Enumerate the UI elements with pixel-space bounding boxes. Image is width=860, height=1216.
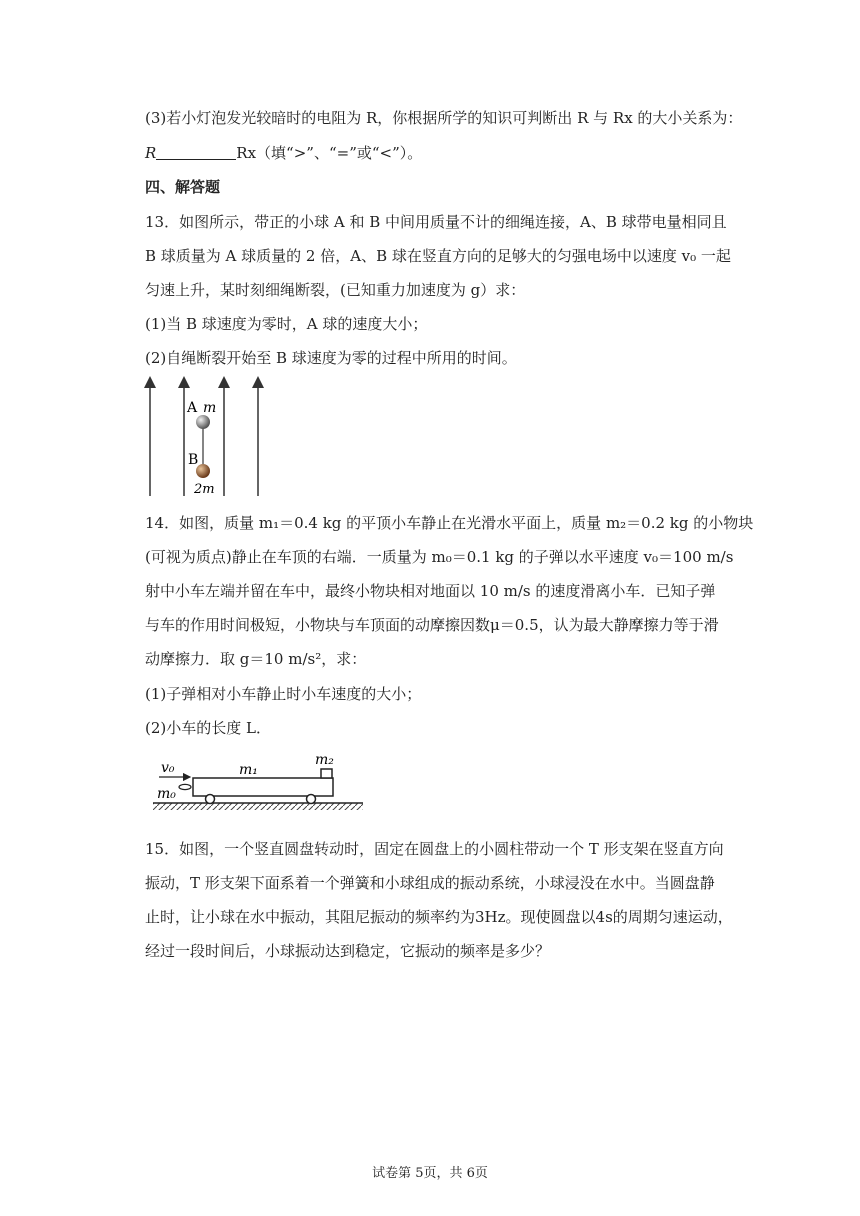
cart-wheel bbox=[307, 795, 316, 804]
label-m0: m₀ bbox=[157, 786, 176, 802]
q14-figure bbox=[145, 746, 367, 814]
label-b: B bbox=[188, 452, 199, 468]
label-2m: 2m bbox=[194, 482, 215, 497]
q13-sub1: (1)当 B 球速度为零时，A 球的速度大小； bbox=[145, 315, 428, 333]
q14-line2: (可视为质点)静止在车顶的右端．一质量为 m₀＝0.1 kg 的子弹以水平速度 v₀＝100 m/s bbox=[145, 548, 734, 566]
answer-blank bbox=[156, 145, 236, 160]
block-m2 bbox=[321, 769, 332, 778]
section-heading: 四、解答题 bbox=[145, 178, 221, 196]
q14-line5: 动摩擦力．取 g＝10 m/s²，求： bbox=[145, 650, 367, 668]
q14-sub1: (1)子弹相对小车静止时小车速度的大小； bbox=[145, 685, 422, 703]
q14-line3: 射中小车左端并留在车中，最终小物块相对地面以 10 m/s 的速度滑离小车．已知子弹 bbox=[145, 582, 716, 600]
q15-line1: 15．如图，一个竖直圆盘转动时，固定在圆盘上的小圆柱带动一个 T 形支架在竖直方向 bbox=[145, 840, 724, 858]
q14-sub2: (2)小车的长度 L． bbox=[145, 719, 271, 737]
q12-part3-line1: (3)若小灯泡发光较暗时的电阻为 R，你根据所学的知识可判断出 R 与 Rx 的大小关系为： bbox=[145, 109, 743, 127]
q12-part3-line2 bbox=[145, 143, 422, 163]
q14-line1: 14．如图，质量 m₁＝0.4 kg 的平顶小车静止在光滑水平面上，质量 m₂＝0.2 kg 的小物块 bbox=[145, 514, 754, 532]
q12-r-symbol: R bbox=[145, 144, 157, 162]
label-m2: m₂ bbox=[315, 752, 334, 768]
label-a: A bbox=[187, 400, 198, 416]
q13-figure bbox=[140, 376, 275, 500]
ball-a bbox=[196, 415, 210, 429]
q13-sub2: (2)自绳断裂开始至 B 球速度为零的过程中所用的时间。 bbox=[145, 349, 517, 367]
ground-hatch bbox=[153, 803, 363, 810]
label-m: m bbox=[203, 400, 217, 416]
page-footer: 试卷第 5页，共 6页 bbox=[372, 1166, 488, 1181]
q13-line3: 匀速上升，某时刻细绳断裂，(已知重力加速度为 g）求： bbox=[145, 281, 526, 299]
q13-line1: 13．如图所示，带正的小球 A 和 B 中间用质量不计的细绳连接，A、B 球带电量相同且 bbox=[145, 213, 727, 231]
label-m1: m₁ bbox=[239, 762, 258, 778]
bullet bbox=[179, 784, 191, 789]
cart-body bbox=[193, 778, 333, 796]
q15-line3: 止时，让小球在水中振动，其阻尼振动的频率约为3Hz。现使圆盘以4s的周期匀速运动， bbox=[145, 908, 733, 926]
q15-line4: 经过一段时间后，小球振动达到稳定，它振动的频率是多少？ bbox=[145, 942, 551, 960]
q13-line2: B 球质量为 A 球质量的 2 倍，A、B 球在竖直方向的足够大的匀强电场中以速度 v₀ 一起 bbox=[145, 247, 731, 265]
q15-line2: 振动，T 形支架下面系着一个弹簧和小球组成的振动系统，小球浸没在水中。当圆盘静 bbox=[145, 874, 715, 892]
q12-part3-line2-text: Rx（填“>”、“=”或“<”）。 bbox=[236, 144, 423, 162]
cart-wheel bbox=[206, 795, 215, 804]
label-v0: v₀ bbox=[161, 760, 175, 776]
q14-line4: 与车的作用时间极短，小物块与车顶面的动摩擦因数μ＝0.5，认为最大静摩擦力等于滑 bbox=[145, 616, 719, 634]
